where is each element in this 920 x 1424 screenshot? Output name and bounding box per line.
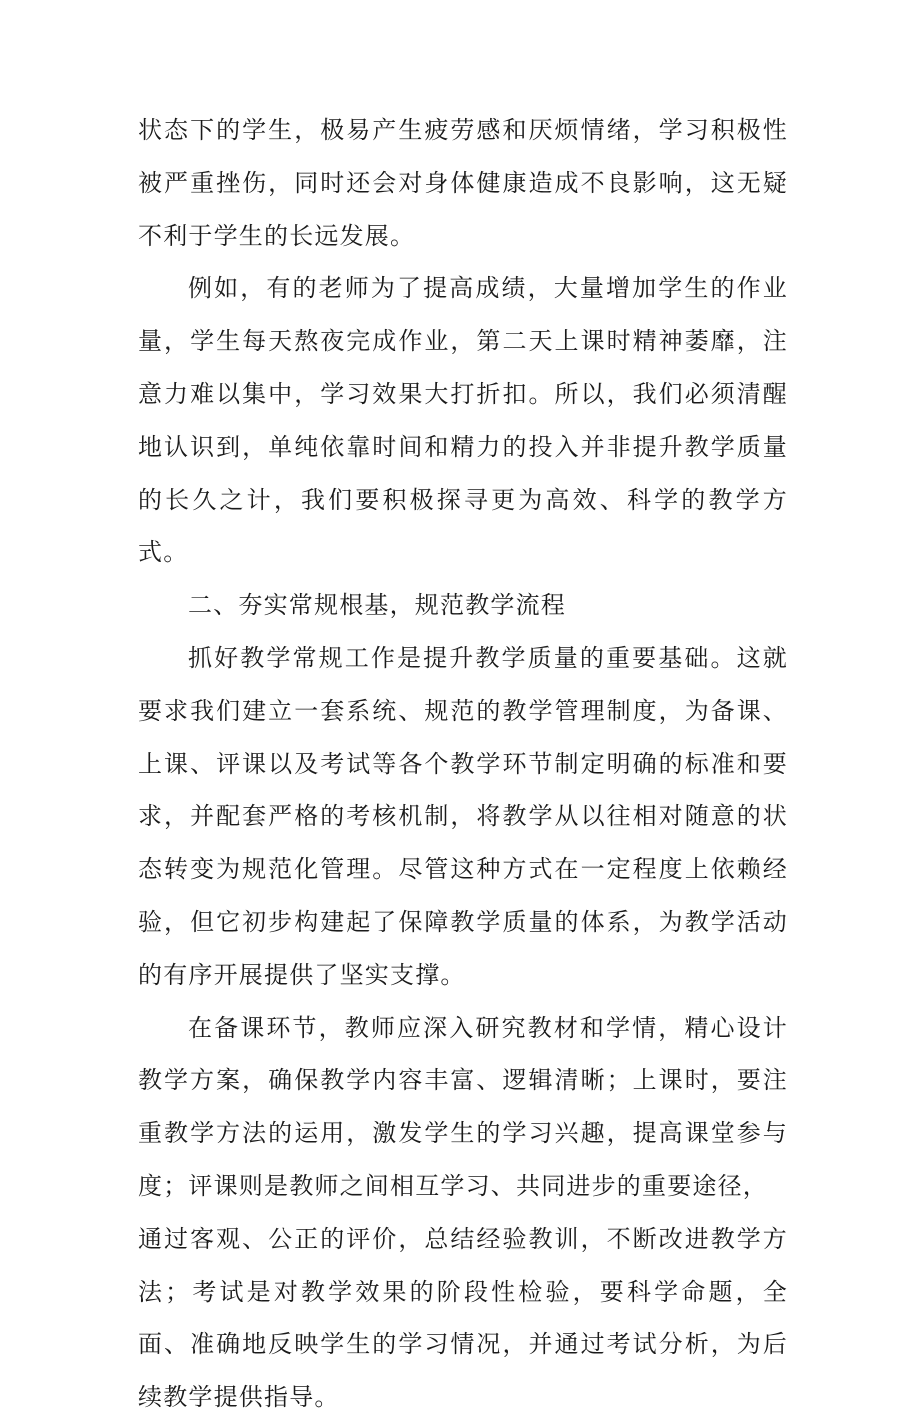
paragraph-routine-work: 抓好教学常规工作是提升教学质量的重要基础。这就要求我们建立一套系统、规范的教学管理制度，为备课、上课、评课以及考试等各个教学环节制定明确的标准和要求，并配套严格的考核机制，将教学从以往相对随意的状态转变为规范化管理。尽管这种方式在一定程度上依赖经验，但它初步构建起了保障教学质量的体系，为教学活动的有序开展提供了坚实支撑。 [138,643,788,989]
section-heading: 二、夯实常规根基，规范教学流程 [188,591,566,620]
paragraph-evaluation-exams: 通过客观、公正的评价，总结经验教训，不断改进教学方法；考试是对教学效果的阶段性检验，要科学命题，全面、准确地反映学生的学习情况，并通过考试分析，为后续教学提供指导。 [138,1224,788,1412]
paragraph-lesson-prep: 在备课环节，教师应深入研究教材和学情，精心设计教学方案，确保教学内容丰富、逻辑清晰；上课时，要注重教学方法的运用，激发学生的学习兴趣，提高课堂参与度；评课则是教师之间相互学习、共同进步的重要途径， [138,1013,788,1200]
paragraph-continuation: 状态下的学生，极易产生疲劳感和厌烦情绪，学习积极性被严重挫伤，同时还会对身体健康造成不良影响，这无疑不利于学生的长远发展。 [138,116,788,250]
document-page [138,104,788,1424]
paragraph-example: 例如，有的老师为了提高成绩，大量增加学生的作业量，学生每天熬夜完成作业，第二天上课时精神萎靡，注意力难以集中，学习效果大打折扣。所以，我们必须清醒地认识到，单纯依靠时间和精力的投入并非提升教学质量的长久之计，我们要积极探寻更为高效、科学的教学方式。 [138,274,788,567]
